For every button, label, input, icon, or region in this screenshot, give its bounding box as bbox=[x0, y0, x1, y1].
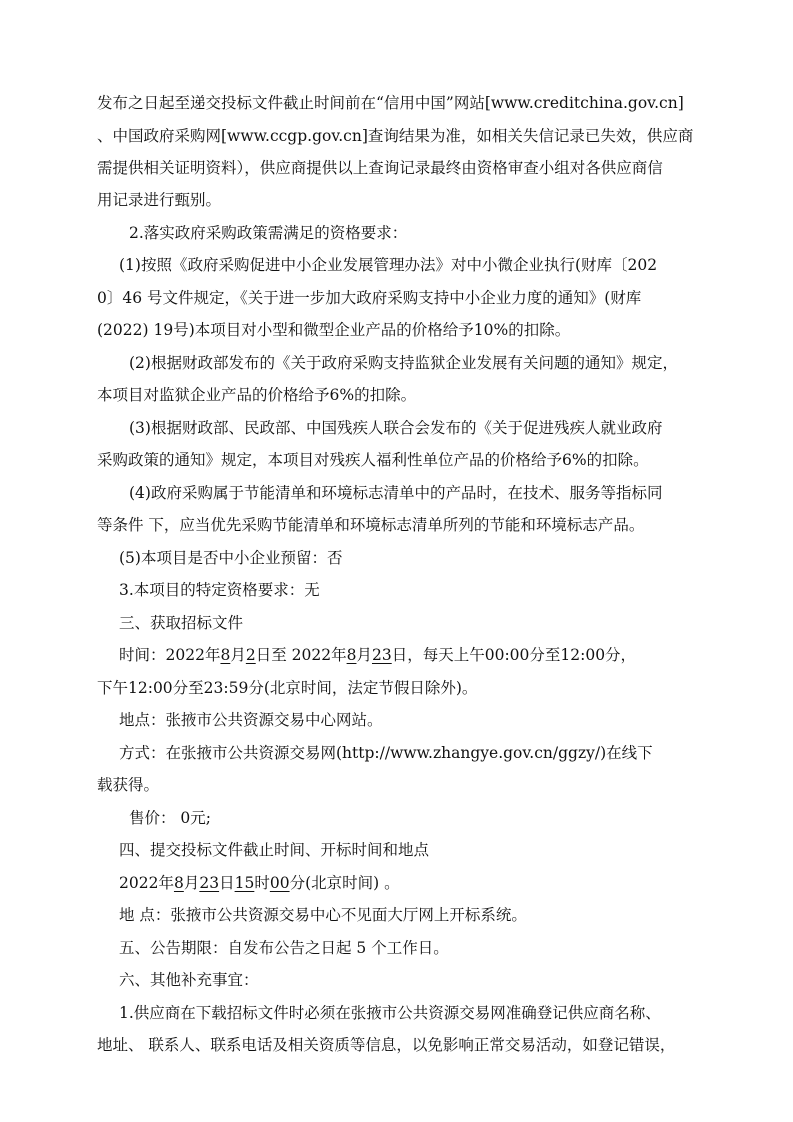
paragraph-line: (2)根据财政部发布的《关于政府采购支持监狱企业发展有关问题的通知》规定， bbox=[129, 353, 678, 372]
end-day: 23 bbox=[371, 646, 392, 665]
paragraph-line: 方式：在张掖市公共资源交易网(http://www.zhangye.gov.cn/ggzy/)在线下 bbox=[119, 743, 653, 762]
time-line bbox=[119, 644, 636, 666]
time-text: 月 bbox=[356, 646, 372, 665]
time-text: 月 bbox=[230, 646, 246, 665]
time-text: 日至 2022年 bbox=[255, 646, 347, 665]
paragraph-line: (1)按照《政府采购促进中小企业发展管理办法》对中小微企业执行(财库〔202 bbox=[119, 256, 658, 275]
deadline-text: 月 bbox=[183, 873, 200, 892]
section-heading: 六、其他补充事宜： bbox=[119, 971, 259, 989]
paragraph-line: (3)根据财政部、民政部、中国残疾人联合会发布的《关于促进残疾人就业政府 bbox=[129, 418, 663, 437]
deadline-text: 日 bbox=[219, 873, 235, 892]
deadline-day: 23 bbox=[199, 873, 220, 892]
section-heading: 四、提交投标文件截止时间、开标时间和地点 bbox=[119, 841, 430, 860]
deadline-month: 8 bbox=[173, 873, 184, 892]
deadline-line bbox=[119, 872, 400, 894]
paragraph-line: (5)本项目是否中小企业预留：否 bbox=[119, 548, 343, 567]
paragraph-line: (2022) 19号)本项目对小型和微型企业产品的价格给予10%的扣除。 bbox=[97, 321, 571, 340]
time-suffix: 日，每天上午00:00分至12:00分， bbox=[391, 646, 637, 665]
paragraph-line: 载获得。 bbox=[97, 776, 160, 795]
paragraph-line: 3.本项目的特定资格要求：无 bbox=[119, 581, 320, 600]
paragraph-line: (4)政府采购属于节能清单和环境标志清单中的产品时，在技术、服务等指标同 bbox=[129, 483, 663, 502]
section-heading: 三、获取招标文件 bbox=[119, 613, 244, 632]
paragraph-line: 下午12:00分至23:59分(北京时间，法定节假日除外)。 bbox=[97, 678, 478, 697]
paragraph-line: 地 点：张掖市公共资源交易中心不见面大厅网上开标系统。 bbox=[119, 906, 527, 925]
deadline-text: 时 bbox=[254, 873, 270, 892]
deadline-text: 2022年 bbox=[119, 873, 174, 892]
paragraph-line: 售价： 0元; bbox=[129, 808, 212, 827]
section-heading: 五、公告期限：自发布公告之日起 5 个工作日。 bbox=[119, 938, 449, 957]
paragraph-line: 等条件 下，应当优先采购节能清单和环境标志清单所列的节能和环境标志产品。 bbox=[97, 516, 645, 535]
paragraph-line: 1.供应商在下载招标文件时必须在张掖市公共资源交易网准确登记供应商名称、 bbox=[119, 1003, 661, 1022]
deadline-minute: 00 bbox=[269, 873, 290, 892]
paragraph-line: 发布之日起至递交投标文件截止时间前在“信用中国”网站[www.creditchina.gov.cn] bbox=[97, 94, 684, 112]
time-prefix: 时间：2022年 bbox=[119, 646, 221, 665]
paragraph-line: 用记录进行甄别。 bbox=[97, 191, 222, 210]
paragraph-line: 0〕46 号文件规定，《关于进一步加大政府采购支持中小企业力度的通知》(财库 bbox=[97, 288, 642, 307]
paragraph-line: 需提供相关证明资料），供应商提供以上查询记录最终由资格审查小组对各供应商信 bbox=[97, 159, 663, 177]
start-month: 8 bbox=[220, 646, 231, 665]
paragraph-line: 本项目对监狱企业产品的价格给予6%的扣除。 bbox=[97, 386, 417, 405]
paragraph-line: 采购政策的通知》规定，本项目对残疾人福利性单位产品的价格给予6%的扣除。 bbox=[97, 451, 649, 470]
paragraph-line: 、中国政府采购网[www.ccgp.gov.cn]查询结果为准，如相关失信记录已失效，供应商 bbox=[97, 126, 694, 145]
deadline-hour: 15 bbox=[234, 873, 255, 892]
paragraph-line: 地点：张掖市公共资源交易中心网站。 bbox=[119, 711, 383, 730]
paragraph-line: 地址、 联系人、联系电话及相关资质等信息，以免影响正常交易活动，如登记错误， bbox=[97, 1036, 676, 1054]
start-day: 2 bbox=[245, 646, 256, 665]
deadline-text: 分(北京时间) 。 bbox=[289, 873, 400, 892]
section-heading: 2.落实政府采购政策需满足的资格要求： bbox=[129, 223, 408, 242]
end-month: 8 bbox=[346, 646, 357, 665]
